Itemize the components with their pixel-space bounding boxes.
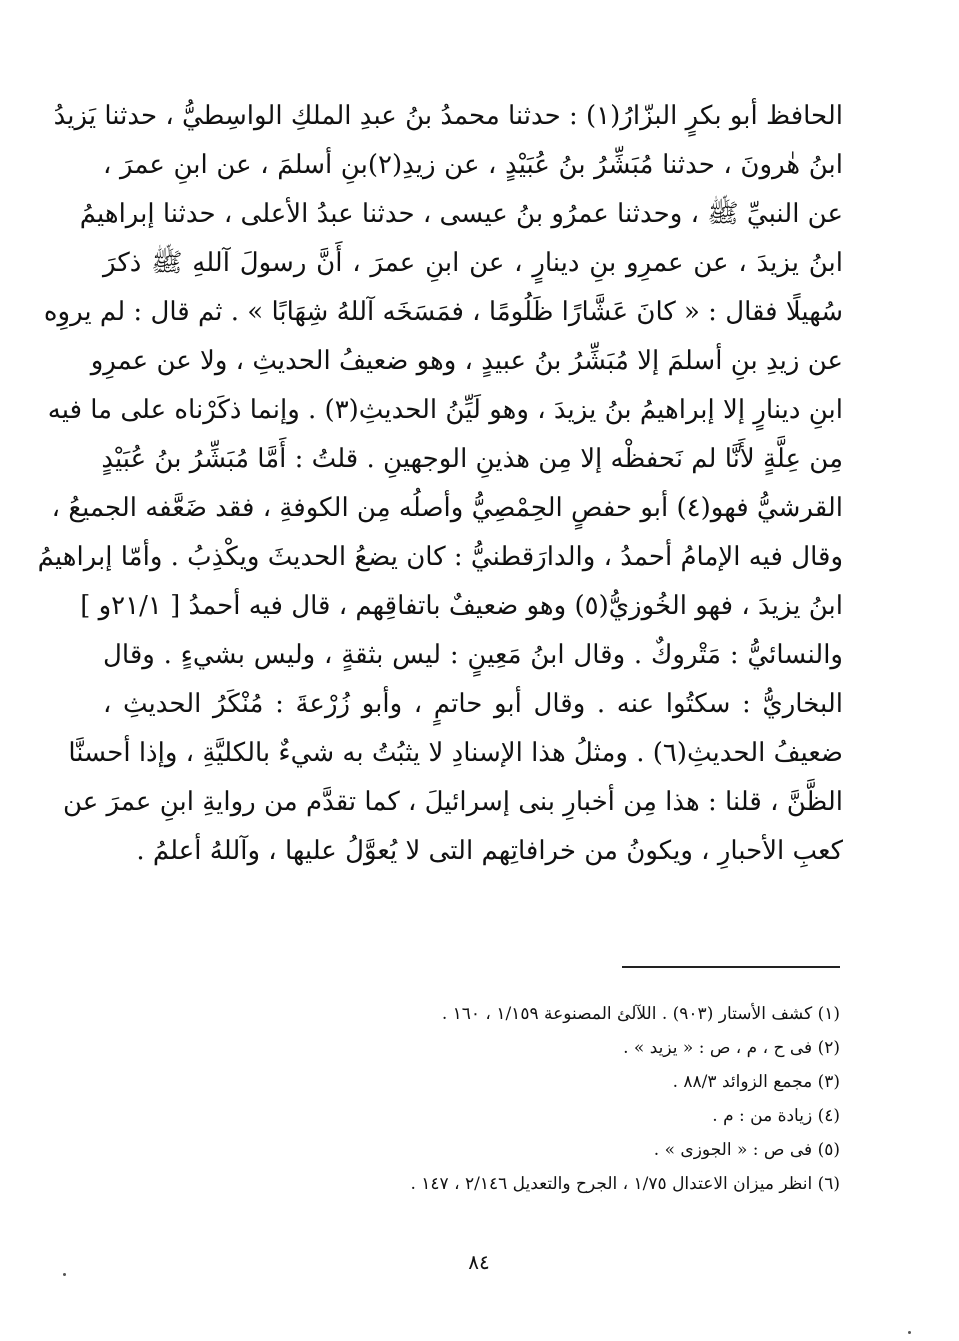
text-line-7: ابنِ دينارٍ إلا إبراهيمُ بنُ يزيدَ ، وهو لَيِّنُ الحديثِ(٣) . وإنما ذكَرْناه على ما فيه — [47, 395, 843, 425]
text-line-4: ابنُ يزيدَ ، عن عمرِو بنِ دينارٍ ، عن ابنِ عمرَ ، أَنَّ رسولَ آللهِ ﷺ ذكرَ — [103, 248, 843, 278]
footnote-2: (٢) فى ح ، م ، ص : « يزيد » . — [623, 1038, 840, 1058]
footnote-separator — [622, 966, 840, 968]
footnote-1: (١) كشف الأستار (٩٠٣) . اللآلئ المصنوعة ١/١٥٩ ، ١٦٠ . — [441, 1004, 840, 1024]
text-line-1: الحافظ أبو بكرٍ البزّارُ(١) : حدثنا محمدُ بنُ عبدِ الملكِ الواسِطيُّ ، حدثنا يَزيدُ — [53, 101, 843, 131]
text-line-12: والنسائيُّ : مَتْروكٌ . وقال ابنُ مَعِينٍ : ليس بثقةٍ ، وليس بشيءٍ . وقال — [103, 640, 843, 670]
footnote-5: (٥) فى ص : « الجوزى » . — [653, 1140, 840, 1160]
page-number: ٨٤ — [468, 1250, 490, 1274]
text-line-2: ابنُ هٰرونَ ، حدثنا مُبَشِّرُ بنُ عُبَيْدٍ ، عن زيدِ(٢)بنِ أسلمَ ، عن ابنِ عمرَ ، — [103, 150, 843, 180]
footnote-4: (٤) زيادة من : م . — [712, 1106, 840, 1126]
main-text — [37, 92, 843, 876]
scan-speck — [63, 1273, 66, 1276]
text-line-16: كعبِ الأحبارِ ، ويكونُ من خرافاتِهم التى لا يُعوَّلُ عليها ، وآللهُ أعلمُ . — [136, 836, 843, 866]
footnote-3: (٣) مجمع الزوائد ٨٨/٣ . — [672, 1072, 840, 1092]
footnote-6: (٦) انظر ميزان الاعتدال ١/٧٥ ، الجرح والتعديل ٢/١٤٦ ، ١٤٧ . — [410, 1174, 840, 1194]
text-line-9: القرشيُّ فهو(٤) أبو حفصٍ الحِمْصِيُّ وأصلُه مِن الكوفةِ ، فقد ضَعَّفه الجميعُ ، — [51, 493, 843, 523]
text-line-6: عن زيدِ بنِ أسلمَ إلا مُبَشِّرُ بنُ عبيدٍ ، وهو ضعيفُ الحديثِ ، ولا عن عمرِو — [90, 346, 843, 376]
footnotes — [200, 997, 840, 1201]
text-line-3: عن النبيِّ ﷺ ، وحدثنا عمرُو بنُ عيسى ، حدثنا عبدُ الأعلى ، حدثنا إبراهيمُ — [79, 199, 843, 229]
text-line-15: الظَّنَّ ، قلنا : هذا مِن أخبارِ بنى إسرائيلَ ، كما تقدَّم من روايةِ ابنِ عمرَ عن — [62, 787, 843, 817]
text-line-5: سُهيلًا فقال : « كانَ عَشَّارًا ظَلُومًا ، فمَسَخَه آللهُ شِهَابًا » . ثم قال : لم يروِه — [43, 297, 843, 327]
text-line-11: ابنُ يزيدَ ، فهو الخُوزيُّ(٥) وهو ضعيفٌ باتفاقِهم ، قال فيه أحمدُ [ ٢١/١و ] — [80, 591, 843, 621]
text-line-10: وقال فيه الإمامُ أحمدُ ، والدارَقطنيُّ : كان يضعُ الحديثَ ويكْذِبُ . وأمّا إبراهيمُ — [37, 542, 843, 572]
text-line-14: ضعيفُ الحديثِ(٦) . ومثلُ هذا الإسنادِ لا يثبُتُ به شيءٌ بالكليَّةِ ، وإذا أحسنَّا — [68, 738, 843, 768]
text-line-8: مِن عِلَّةٍ لأَنَّا لم نَحفظْه إلا مِن هذينِ الوجهينِ . قلتُ : أَمَّا مُبَشِّرُ بنُ عُبَيْدٍ — [101, 444, 843, 474]
text-line-13: البخاريُّ : سكتُوا عنه . وقال أبو حاتمٍ ، وأبو زُرْعةَ : مُنْكَرُ الحديثِ ، — [103, 689, 843, 719]
scan-speck — [908, 1331, 911, 1334]
